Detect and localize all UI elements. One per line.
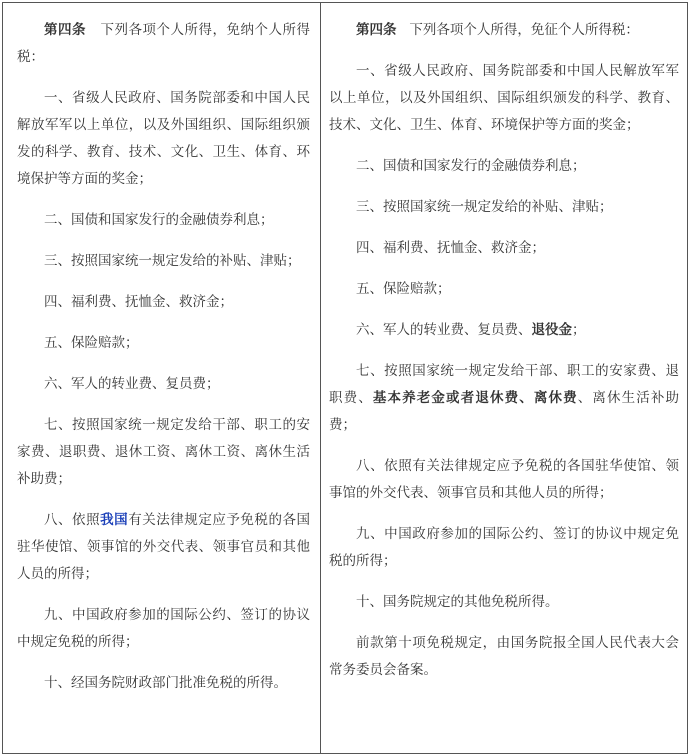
article-heading: [329, 17, 679, 44]
clause-8-highlight: 我国: [100, 512, 129, 528]
clause-6-text-a: 六、军人的转业费、复员费、: [356, 322, 532, 338]
clause-9: 九、中国政府参加的国际公约、签订的协议中规定免税的所得；: [17, 607, 310, 650]
clause-8: [17, 507, 310, 588]
clause-6: [329, 317, 679, 344]
clause-7-text-b: 、离休生活补助费；: [329, 390, 680, 433]
article-intro: 下列各项个人所得，免征个人所得税：: [409, 22, 639, 38]
clause-7: [329, 358, 679, 439]
clause-8: 八、依照有关法律规定应予免税的各国驻华使馆、领事馆的外交代表、领事官员和其他人员的所得；: [329, 458, 679, 501]
article-number: 第四条: [356, 22, 397, 38]
article-number: 第四条: [44, 22, 87, 38]
clause-7: 七、按照国家统一规定发给干部、职工的安家费、退职费、退休工资、离休工资、离休生活补助费；: [17, 417, 310, 487]
clause-1: 一、省级人民政府、国务院部委和中国人民解放军军以上单位，以及外国组织、国际组织颁发的科学、教育、技术、文化、卫生、体育、环境保护等方面的奖金；: [17, 90, 310, 187]
clause-3: 三、按照国家统一规定发给的补贴、津贴；: [356, 199, 613, 215]
clause-2: 二、国债和国家发行的金融债券利息；: [356, 158, 586, 174]
article-intro: 下列各项个人所得，免纳个人所得税：: [17, 22, 311, 65]
clause-4: 四、福利费、抚恤金、救济金；: [356, 240, 545, 256]
clause-1: 一、省级人民政府、国务院部委和中国人民解放军军以上单位，以及外国组织、国际组织颁发的科学、教育、技术、文化、卫生、体育、环境保护等方面的奖金；: [329, 63, 679, 133]
clause-10: 十、经国务院财政部门批准免税的所得。: [44, 675, 287, 691]
clause-7-separator: 、: [519, 390, 534, 406]
closing-note: 前款第十项免税规定，由国务院报全国人民代表大会常务委员会备案。: [329, 635, 679, 678]
clause-5: 五、保险赔款；: [356, 281, 451, 297]
clause-7-highlight-1: 基本养老金或者退休费: [372, 390, 520, 406]
clause-10: 十、国务院规定的其他免税所得。: [356, 594, 559, 610]
comparison-table: [2, 2, 688, 754]
clause-8-text-b: 有关法律规定应予免税的各国驻华使馆、领事馆的外交代表、领事官员和其他人员的所得；: [17, 512, 311, 582]
old-law-column: [3, 3, 321, 753]
clause-8-text-a: 八、依照: [44, 512, 101, 528]
clause-4: 四、福利费、抚恤金、救济金；: [44, 294, 233, 310]
new-law-column: [321, 3, 687, 753]
clause-6-text-b: ；: [572, 322, 586, 338]
clause-6-highlight: 退役金: [531, 322, 572, 338]
clause-5: 五、保险赔款；: [44, 335, 139, 351]
clause-2: 二、国债和国家发行的金融债券利息；: [44, 212, 274, 228]
clause-3: 三、按照国家统一规定发给的补贴、津贴；: [44, 253, 301, 269]
clause-9: 九、中国政府参加的国际公约、签订的协议中规定免税的所得；: [329, 526, 679, 569]
clause-6: 六、军人的转业费、复员费；: [44, 376, 220, 392]
article-heading: [17, 17, 310, 71]
clause-7-text-a: 七、按照国家统一规定发给干部、职工的安家费、退职费、: [329, 363, 679, 406]
clause-7-highlight-2: 离休费: [533, 390, 578, 406]
